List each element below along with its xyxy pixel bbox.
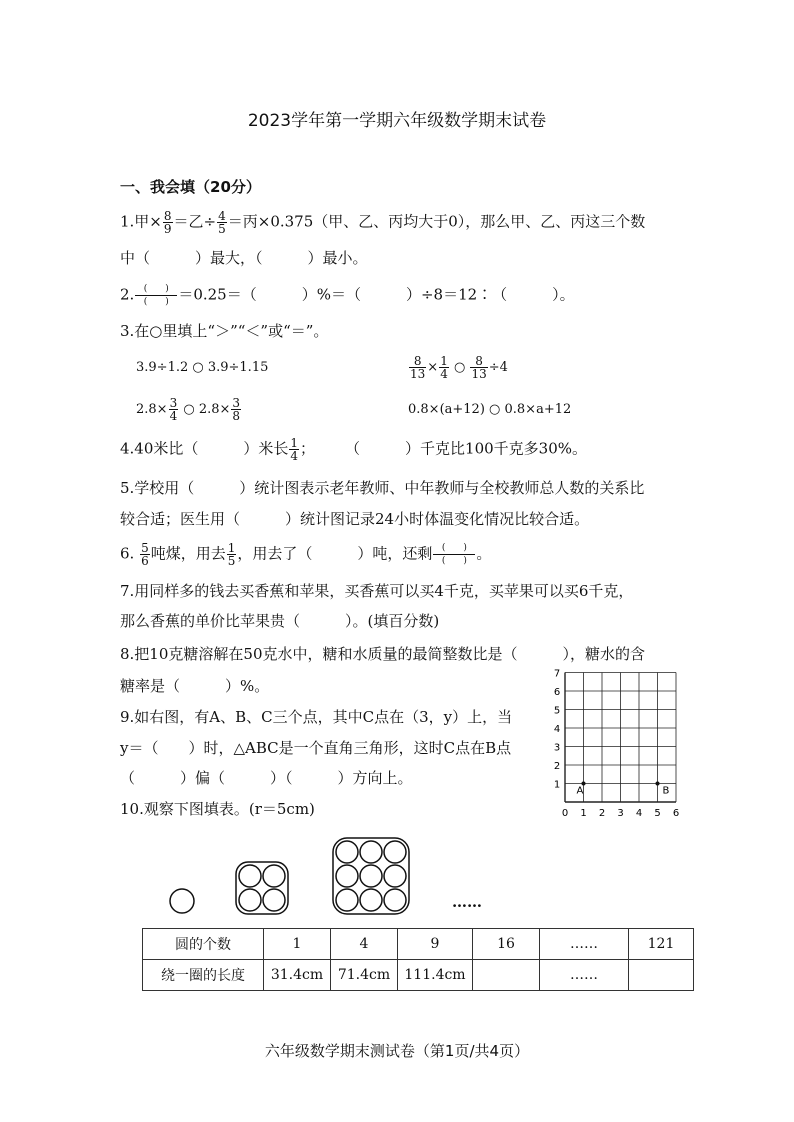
table-cell (473, 960, 540, 991)
q1-text-a: 1.甲× (120, 212, 162, 231)
question-5-line-2: 较合适；医生用（ ）统计图记录24小时体温变化情况比较合适。 (120, 510, 590, 528)
grid-lines (565, 673, 676, 803)
q1-fraction-1: $\frac{8}{9}$ (163, 209, 172, 236)
y-tick-label: 1 (553, 779, 561, 791)
table-cell: 1 (264, 929, 331, 960)
table-cell: …… (540, 960, 629, 991)
figure-9-circles (333, 838, 409, 914)
q3-fraction-b: $\frac{1}{4}$ (440, 354, 448, 381)
y-tick-label: 4 (553, 724, 561, 735)
q1-fraction-2: $\frac{4}{5}$ (218, 209, 226, 236)
question-5-line-1: 5.学校用（ ）统计图表示老年教师、中年教师与全校教师总人数的关系比 (120, 479, 645, 497)
y-tick-label: 7 (553, 668, 561, 680)
question-9-line-3: （ ）偏（ ）（ ）方向上。 (120, 769, 413, 787)
q6-fraction-2: $\frac{1}{5}$ (227, 541, 236, 568)
q1-text-b: ＝乙÷ (173, 212, 217, 231)
q3-compare-1: 3.9÷1.2 ○ 3.9÷1.15 (136, 360, 269, 375)
figure-4-circles (236, 862, 288, 914)
question-1-line-2: 中（ ）最大，（ ）最小。 (120, 249, 368, 267)
table-cell: 16 (473, 929, 540, 960)
table-cell: 121 (629, 929, 694, 960)
q4-fraction: $\frac{1}{4}$ (290, 436, 299, 463)
table-cell: 圆的个数 (143, 929, 264, 960)
q6-fraction-1: $\frac{5}{6}$ (141, 541, 149, 568)
page-footer: 六年级数学期末测试卷（第1页/共4页） (264, 1042, 530, 1060)
question-8-line-1: 8.把10克糖溶解在50克水中，糖和水质量的最简整数比是（ ），糖水的含 (120, 645, 645, 663)
y-tick-label: 3 (553, 742, 561, 754)
question-2 (120, 283, 575, 308)
circle-figures (165, 836, 415, 916)
page-title: 2023学年第一学期六年级数学期末试卷 (247, 111, 547, 131)
table-cell (629, 960, 694, 991)
table-cell: …… (540, 929, 629, 960)
x-tick-label: 0 (561, 808, 569, 819)
x-tick-label: 4 (635, 808, 643, 819)
q3-fraction-a: $\frac{8}{13}$ (410, 354, 426, 381)
question-6: 6. $\frac{5}{6}$ 吨煤，用去 $\frac{1}{5}$ ，用去了（ ）吨，还剩 $\frac{( )}{( )}$ 。 (120, 541, 492, 568)
coordinate-grid (548, 668, 688, 834)
x-tick-label: 3 (617, 808, 624, 819)
circle-table (142, 928, 694, 991)
table-row (143, 960, 694, 991)
table-cell: 9 (398, 929, 473, 960)
section-heading: 一、我会填（20分） (120, 178, 261, 196)
question-1-line-1 (120, 210, 645, 235)
grid-point-label: B (662, 785, 670, 797)
question-7-line-2: 那么香蕉的单价比苹果贵（ ）。(填百分数) (120, 612, 440, 630)
q2-number: 2. (120, 285, 135, 304)
x-tick-label: 1 (580, 808, 587, 819)
y-tick-label: 6 (553, 687, 561, 698)
question-10: 10.观察下图填表。(r＝5cm) (120, 800, 315, 818)
question-3-stem: 3.在○里填上“＞”“＜”或“＝”。 (120, 322, 329, 340)
question-9-line-1: 9.如右图，有A、B、C三个点，其中C点在（3，y）上，当 (120, 708, 513, 726)
q3-fraction-d: $\frac{3}{4}$ (169, 396, 178, 423)
x-tick-label: 6 (672, 808, 680, 819)
table-cell: 4 (331, 929, 398, 960)
table-cell: 111.4cm (398, 960, 473, 991)
grid-point-label: A (576, 785, 584, 797)
q3-fraction-c: $\frac{8}{13}$ (471, 354, 487, 381)
q2-blank-fraction: $\frac{( )}{( )}$ (135, 283, 177, 308)
q3-compare-2: $\frac{8}{13}$ × $\frac{1}{4}$ ○ $\frac{8}{13}$ ÷4 (410, 354, 508, 381)
x-tick-label: 5 (654, 808, 661, 819)
question-8-line-2: 糖率是（ ）%。 (120, 677, 270, 695)
continuation-dots: …… (452, 893, 482, 911)
table-cell: 31.4cm (264, 960, 331, 991)
table-cell: 71.4cm (331, 960, 398, 991)
figure-1-circle (170, 889, 194, 913)
y-tick-label: 5 (553, 705, 561, 717)
q3-compare-4: 0.8×(a+12) ○ 0.8×a+12 (408, 402, 572, 417)
grid-point-b (656, 782, 660, 786)
q1-text-c: ＝丙×0.375（甲、乙、丙均大于0），那么甲、乙、丙这三个数 (227, 212, 646, 231)
q3-fraction-e: $\frac{3}{8}$ (232, 396, 241, 423)
table-cell: 绕一圈的长度 (143, 960, 264, 991)
q6-blank-fraction: $\frac{( )}{( )}$ (433, 542, 475, 567)
table-row (143, 929, 694, 960)
y-tick-label: 2 (553, 761, 561, 772)
question-4: 4.40米比（ ）米长 $\frac{1}{4}$ ； （ ）千克比100千克多30%。 (120, 436, 588, 463)
x-tick-label: 2 (598, 808, 606, 819)
question-7-line-1: 7.用同样多的钱去买香蕉和苹果，买香蕉可以买4千克，买苹果可以买6千克， (120, 582, 634, 600)
q2-text: ＝0.25＝（ ）%＝（ ）÷8＝12∶（ ）。 (178, 285, 575, 304)
q3-compare-3: 2.8× $\frac{3}{4}$ ○ 2.8× $\frac{3}{8}$ (136, 396, 241, 423)
question-9-line-2: y＝（ ）时，△ABC是一个直角三角形，这时C点在B点 (120, 739, 512, 757)
